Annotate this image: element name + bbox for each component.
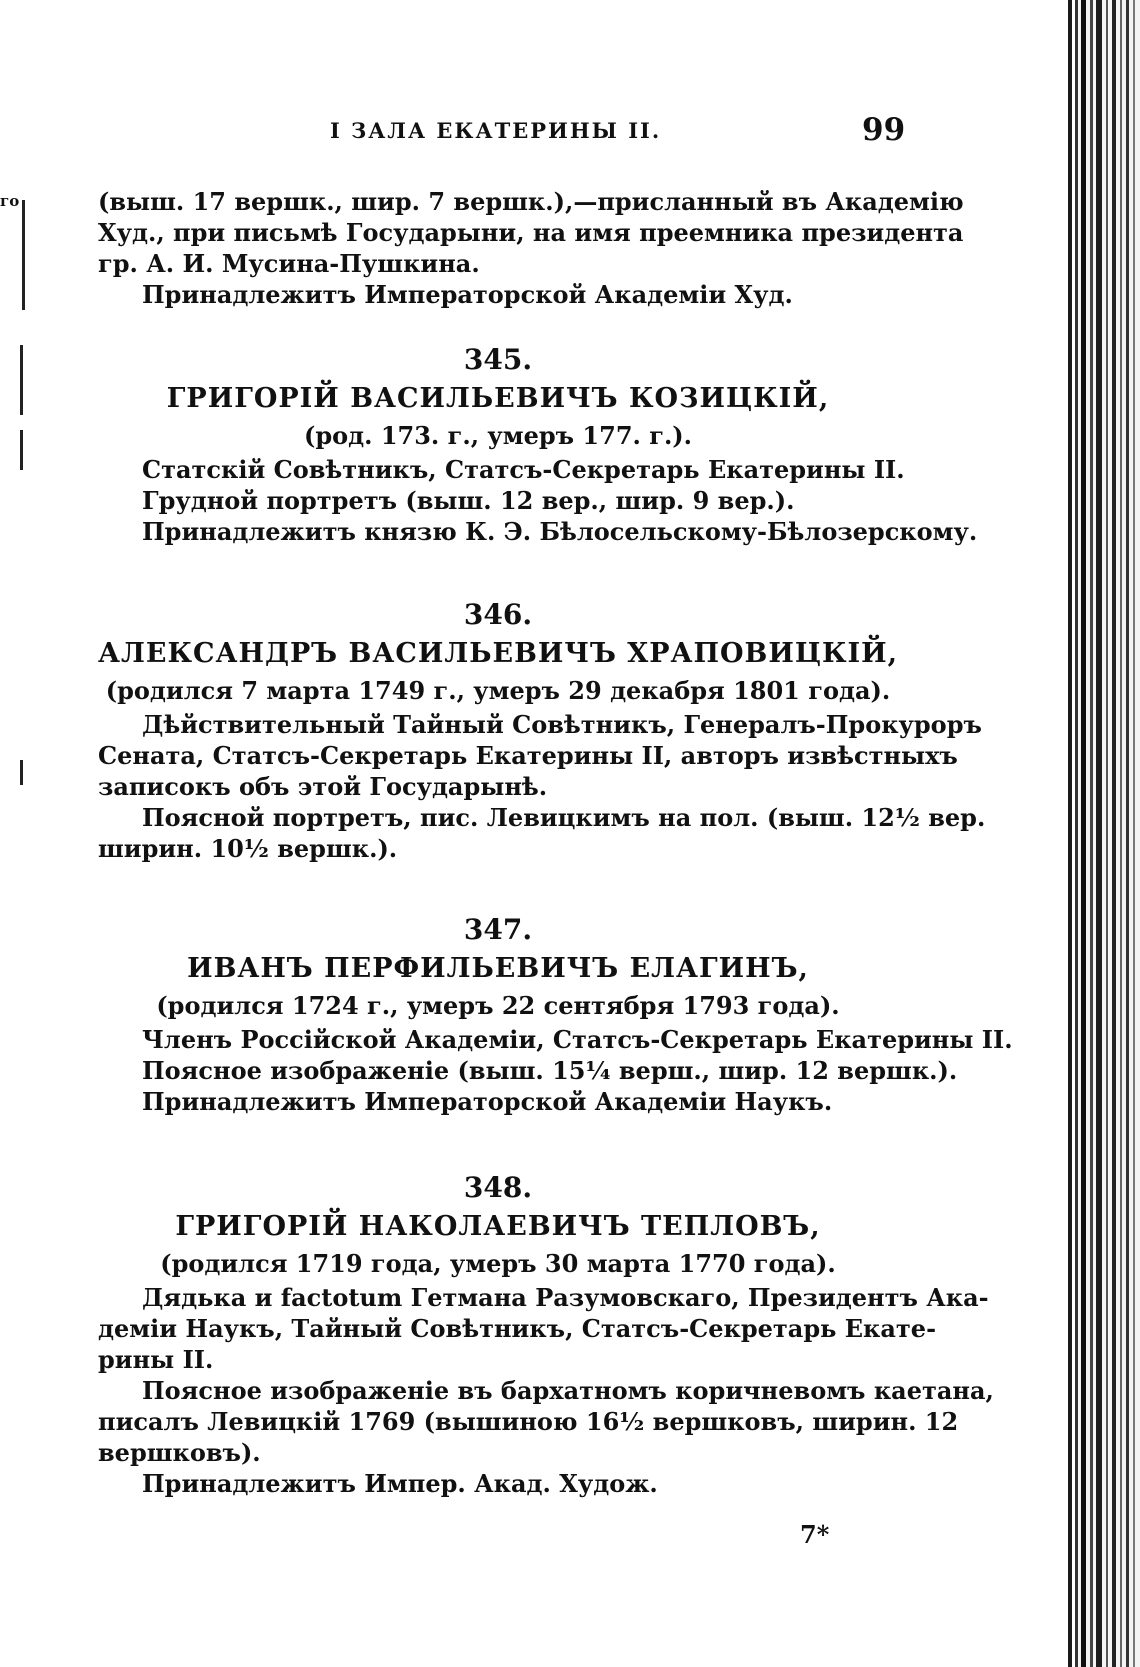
text-line: Поясной портретъ, пис. Левицкимъ на пол. (выш. 12½ вер. bbox=[142, 803, 986, 832]
entry-name: ИВАНЪ ПЕРФИЛЬЕВИЧЪ ЕЛАГИНЪ, bbox=[187, 953, 809, 984]
text-line: (выш. 17 вершк., шир. 7 вершк.),—присланный въ Академію bbox=[98, 187, 964, 216]
entry-number: 348. bbox=[463, 1171, 533, 1204]
entry-name: АЛЕКСАНДРЪ ВАСИЛЬЕВИЧЪ ХРАПОВИЦКІЙ, bbox=[98, 638, 899, 669]
entry-347 bbox=[98, 910, 1013, 1117]
entry-348 bbox=[98, 1168, 994, 1499]
entry-dates: (родился 7 марта 1749 г., умеръ 29 декабря 1801 года). bbox=[105, 676, 891, 705]
owner-line: Принадлежитъ Импер. Акад. Худож. bbox=[142, 1469, 658, 1498]
margin-fragment: го bbox=[0, 192, 20, 210]
text-line: Дядька и factotum Гетмана Разумовскаго, Президентъ Ака- bbox=[142, 1283, 989, 1312]
entry-dates: (родился 1724 г., умеръ 22 сентября 1793 года). bbox=[156, 991, 840, 1020]
text-line: Поясное изображеніе (выш. 15¼ верш., шир. 12 вершк.). bbox=[142, 1056, 958, 1085]
page-number: 99 bbox=[862, 112, 906, 148]
text-line: Дѣйствительный Тайный Совѣтникъ, Генералъ-Прокуроръ bbox=[142, 710, 982, 739]
entry-number: 346. bbox=[463, 598, 533, 631]
entry-dates: (род. 173. г., умеръ 177. г.). bbox=[303, 421, 693, 450]
text-line: Статскій Совѣтникъ, Статсъ-Секретарь Екатерины II. bbox=[142, 455, 905, 484]
owner-line: Принадлежитъ Императорской Академіи Наукъ. bbox=[142, 1087, 833, 1116]
entry-number: 347. bbox=[463, 913, 533, 946]
text-line: вершковъ). bbox=[98, 1438, 261, 1467]
text-line: гр. А. И. Мусина-Пушкина. bbox=[98, 249, 480, 278]
text-line: Сената, Статсъ-Секретарь Екатерины II, авторъ извѣстныхъ bbox=[98, 741, 958, 770]
entry-345 bbox=[98, 340, 978, 547]
intro-paragraph bbox=[98, 186, 964, 310]
entry-name: ГРИГОРІЙ НАКОЛАЕВИЧЪ ТЕПЛОВЪ, bbox=[175, 1211, 821, 1242]
text-line: Худ., при письмѣ Государыни, на имя преемника президента bbox=[98, 218, 964, 247]
text-line: Поясное изображеніе въ бархатномъ коричневомъ каетана, bbox=[142, 1376, 994, 1405]
owner-line: Принадлежитъ князю К. Э. Бѣлосельскому-Бѣлозерскому. bbox=[142, 517, 978, 546]
entry-346 bbox=[98, 595, 986, 864]
entry-number: 345. bbox=[463, 343, 533, 376]
text-line: писалъ Левицкій 1769 (вышиною 16½ вершковъ, ширин. 12 bbox=[98, 1407, 959, 1436]
text-line: ширин. 10½ вершк.). bbox=[98, 834, 398, 863]
entry-dates: (родился 1719 года, умеръ 30 марта 1770 года). bbox=[160, 1249, 836, 1278]
text-line: деміи Наукъ, Тайный Совѣтникъ, Статсъ-Секретарь Екате- bbox=[98, 1314, 937, 1343]
signature-mark: 7* bbox=[800, 1520, 830, 1549]
text-line: Членъ Россійской Академіи, Статсъ-Секретарь Екатерины II. bbox=[142, 1025, 1013, 1054]
text-line: рины II. bbox=[98, 1345, 214, 1374]
running-head: I ЗАЛА ЕКАТЕРИНЫ II. bbox=[330, 118, 662, 143]
entry-name: ГРИГОРІЙ ВАСИЛЬЕВИЧЪ КОЗИЦКІЙ, bbox=[166, 383, 830, 414]
text-line: записокъ объ этой Государынѣ. bbox=[98, 772, 548, 801]
owner-line: Принадлежитъ Императорской Академіи Худ. bbox=[142, 280, 793, 309]
text-line: Грудной портретъ (выш. 12 вер., шир. 9 вер.). bbox=[142, 486, 795, 515]
